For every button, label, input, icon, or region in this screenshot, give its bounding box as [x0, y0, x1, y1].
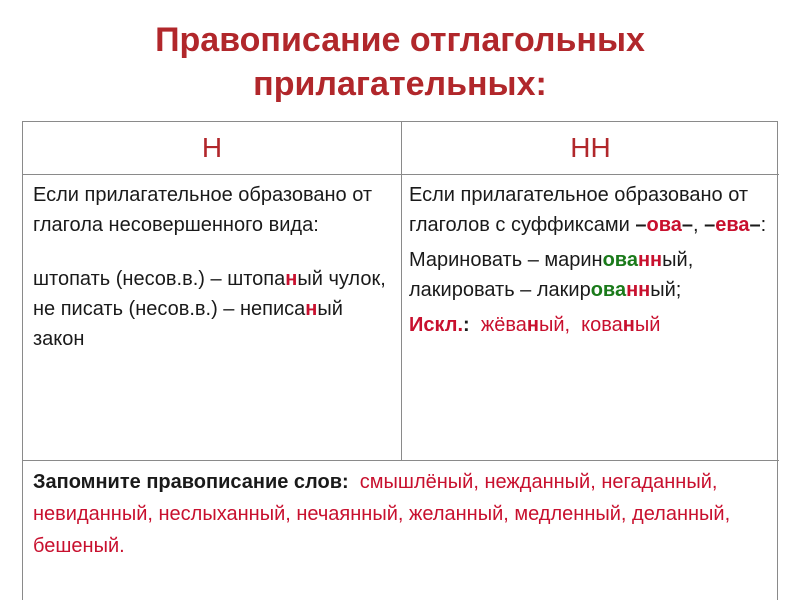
- header-n: Н: [201, 132, 223, 163]
- remember-label: Запомните правописание слов:: [33, 471, 349, 493]
- column-divider: [401, 122, 402, 460]
- nn-rule-text: Если прилагательное образовано от глаголов с суффиксами –ова–, –ева–:: [409, 184, 767, 236]
- cell-n-rule: [33, 180, 398, 354]
- rules-table: [22, 121, 778, 600]
- bottom-divider: [23, 460, 779, 461]
- exceptions-label: Искл.: [409, 314, 464, 336]
- title-line-2: прилагательных:: [253, 65, 547, 103]
- remember-words: [33, 466, 773, 562]
- n-rule-text: Если прилагательное образовано от глагола несовершенного вида:: [33, 184, 373, 236]
- remember-list: смышлёный, нежданный, негаданный, невиданный, неслыханный, нечаянный, желанный, медленный, деланный, бешеный.: [33, 471, 731, 557]
- page-title: [0, 18, 800, 106]
- n-examples: штопать (несов.в.) – штопаный чулок, не писать (несов.в.) – неписаный закон: [33, 268, 386, 350]
- nn-exceptions: Искл.: жёваный, кованый: [409, 314, 661, 336]
- nn-examples: Мариновать – маринованный, лакировать – лакированный;: [409, 249, 694, 301]
- cell-nn-rule: [409, 180, 774, 340]
- title-line-1: Правописание отглагольных: [155, 21, 645, 59]
- header-nn: НН: [570, 132, 611, 163]
